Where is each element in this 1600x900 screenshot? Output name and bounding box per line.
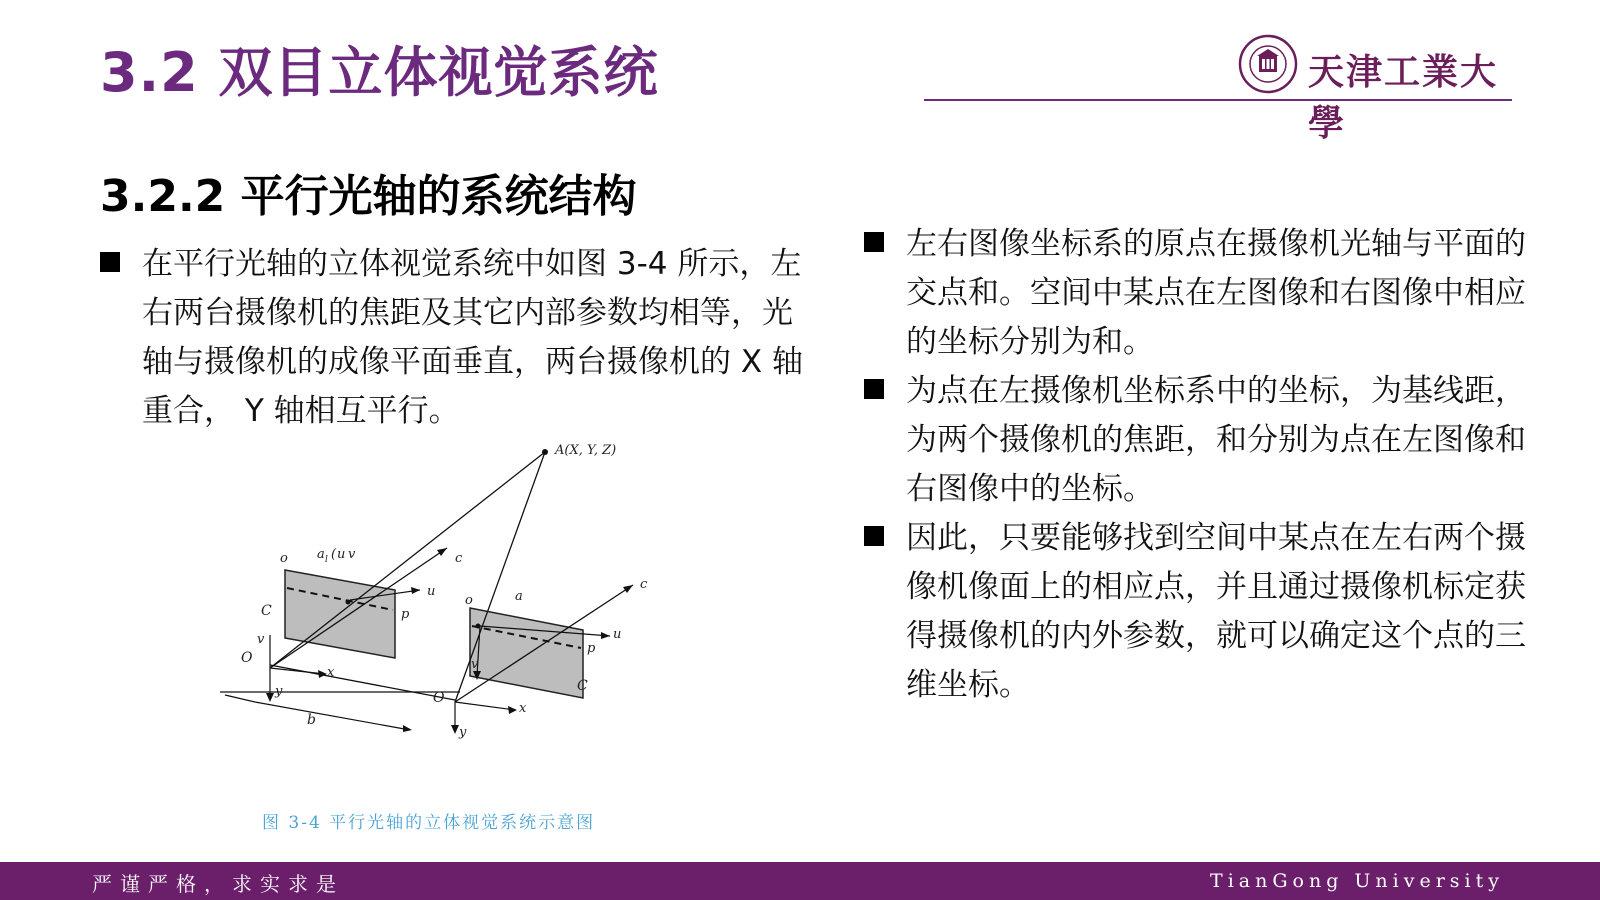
label-v-r: v <box>471 657 479 672</box>
section-title: 3.2.2 平行光轴的系统结构 <box>100 171 637 222</box>
left-bullet-list <box>100 240 820 436</box>
right-image-plane <box>470 608 583 698</box>
university-name-logo: 天津工業大學 <box>1308 51 1499 144</box>
label-a-l-sub: l <box>325 555 328 565</box>
label-v-l: v <box>257 632 265 647</box>
bullet-text: 为点在左摄像机坐标系中的坐标，为基线距，为两个摄像机的焦距，和分别为点在左图像和右图像中的坐标。 <box>906 373 1526 507</box>
label-b: b <box>307 712 316 728</box>
university-seal-icon <box>1238 34 1298 94</box>
label-O-l: O <box>241 650 253 666</box>
label-p-l: p <box>401 607 410 622</box>
label-u-l: u <box>427 584 436 599</box>
label-a-r: a <box>515 589 523 604</box>
point-a-marker <box>542 449 548 455</box>
label-c-r: c <box>640 577 648 592</box>
figure-caption: 图 3-4 平行光轴的立体视觉系统示意图 <box>262 813 596 833</box>
diagram-svg <box>215 440 655 760</box>
label-a-l: a <box>317 547 325 562</box>
square-bullet-icon <box>100 252 120 272</box>
list-item <box>864 367 1544 514</box>
footer-university-name: TianGong University <box>1210 870 1504 892</box>
label-x-l: x <box>327 665 335 680</box>
label-C-r: C <box>577 678 588 694</box>
label-a-l-open: ( <box>331 547 337 562</box>
bullet-text: 左右图像坐标系的原点在摄像机光轴与平面的交点和。空间中某点在左图像和右图像中相应的坐标分别为和。 <box>906 226 1526 360</box>
bullet-text: 因此，只要能够找到空间中某点在左右两个摄像机像面上的相应点，并且通过摄像机标定获得摄像机的内外参数，就可以确定这个点的三维坐标。 <box>906 520 1526 703</box>
right-bullet-list <box>864 220 1544 710</box>
label-C-l: C <box>261 603 272 619</box>
label-a-l-v: v <box>348 547 356 562</box>
x-axis-line <box>270 665 455 700</box>
footer-bar <box>0 862 1600 900</box>
label-y-l: y <box>275 684 283 699</box>
list-item <box>864 220 1544 367</box>
header-divider <box>924 99 1512 101</box>
label-u-r: u <box>613 627 622 642</box>
stereo-vision-diagram <box>215 440 655 760</box>
label-O-r: O <box>433 690 445 706</box>
square-bullet-icon <box>864 526 884 546</box>
label-c-l: c <box>455 551 463 566</box>
square-bullet-icon <box>864 232 884 252</box>
label-y-r: y <box>459 725 467 740</box>
slide-title: 3.2 双目立体视觉系统 <box>100 41 659 104</box>
square-bullet-icon <box>864 379 884 399</box>
list-item <box>864 514 1544 710</box>
university-logo <box>1238 34 1508 144</box>
footer-motto: 严谨严格，求实求是 <box>92 872 344 896</box>
label-a-l-u: u <box>337 547 346 562</box>
label-x-r: x <box>519 701 527 716</box>
bullet-text: 在平行光轴的立体视觉系统中如图 3-4 所示，左右两台摄像机的焦距及其它内部参数均相等，光轴与摄像机的成像平面垂直，两台摄像机的 X 轴重合， Y 轴相互平行。 <box>142 246 803 429</box>
label-p-r: p <box>587 641 596 656</box>
label-point-a: A(X, Y, Z) <box>555 443 617 458</box>
list-item <box>100 240 820 436</box>
label-o-l: o <box>280 551 288 566</box>
label-o-r: o <box>465 593 473 608</box>
